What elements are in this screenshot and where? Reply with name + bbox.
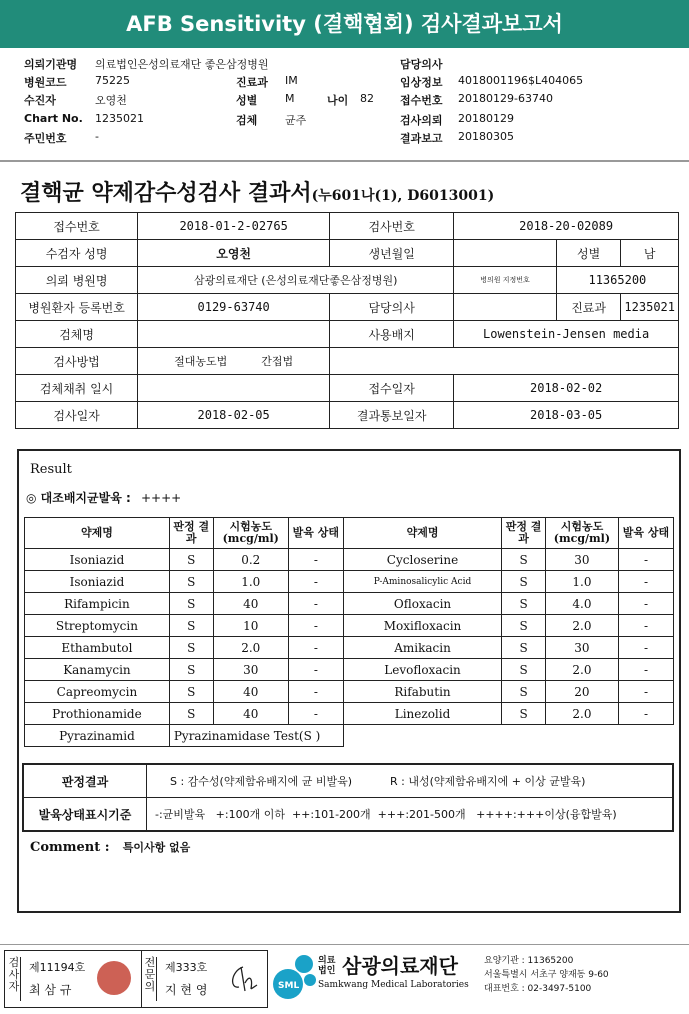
drug-growth: -	[618, 659, 673, 681]
signature-mark	[225, 961, 259, 995]
drug-result: S	[502, 637, 546, 659]
drug-name: Kanamycin	[25, 659, 170, 681]
header-value: 균주	[285, 114, 307, 127]
drug-growth: -	[288, 659, 343, 681]
growth-std-label: 발육상태표시기준	[23, 798, 147, 832]
table-row	[25, 549, 674, 571]
vertical-char: 검	[8, 956, 20, 969]
drug-col-header: 약제명	[343, 518, 501, 549]
drug-result: S	[169, 681, 213, 703]
medium-label: 사용배지	[330, 321, 454, 348]
drug-name: Isoniazid	[25, 549, 170, 571]
drug-col-header: 발육 상태	[618, 518, 673, 549]
header-label: 검체	[236, 114, 258, 127]
drug-name: Ofloxacin	[343, 593, 501, 615]
patient-label: 수검자 성명	[16, 240, 138, 267]
drug-concentration: 40	[213, 681, 288, 703]
drug-growth: -	[618, 593, 673, 615]
header-value: M	[285, 92, 295, 105]
org-prefix: 의료법인	[318, 956, 336, 976]
hosp-code-label: 병의원 지정번호	[454, 267, 556, 294]
drug-concentration: 2.0	[213, 637, 288, 659]
doctor	[454, 294, 556, 321]
vertical-char: 사	[8, 968, 20, 981]
drug-concentration: 1.0	[545, 571, 618, 593]
method	[138, 348, 330, 375]
header-label: 진료과	[236, 76, 268, 89]
drug-name: Capreomycin	[25, 681, 170, 703]
drug-growth: -	[618, 637, 673, 659]
table-row	[25, 571, 674, 593]
drug-name: Rifabutin	[343, 681, 501, 703]
empty-cell	[343, 725, 673, 747]
header-value: 의료법인은성의료재단 좋은삼정병원	[95, 58, 269, 71]
drug-result: S	[502, 549, 546, 571]
drug-growth: -	[288, 549, 343, 571]
drug-growth: -	[618, 549, 673, 571]
drug-result: S	[169, 615, 213, 637]
header-value: 20180305	[458, 130, 514, 143]
reg-label: 병원환자 등록번호	[16, 294, 138, 321]
control-growth	[26, 489, 181, 506]
notify-date: 2018-03-05	[454, 402, 679, 429]
header-value: 75225	[95, 74, 130, 87]
table-row	[25, 681, 674, 703]
report-header-bar	[0, 0, 689, 48]
org-contact	[484, 954, 609, 996]
vertical-char: 자	[8, 980, 20, 993]
table-row	[25, 659, 674, 681]
table-row	[25, 593, 674, 615]
header-label: 임상정보	[400, 76, 443, 89]
drug-col-header: 시험농도 (mcg/ml)	[545, 518, 618, 549]
method-label: 검사방법	[16, 348, 138, 375]
method-2: 간접법	[261, 355, 294, 368]
dept: 1235021	[621, 294, 679, 321]
drug-growth: -	[618, 681, 673, 703]
reviewer-name: 지 현 영	[165, 983, 208, 997]
drug-col-header: 판정 결과	[169, 518, 213, 549]
dept-label: 진료과	[556, 294, 621, 321]
header-value: -	[95, 130, 99, 143]
drug-growth: -	[618, 703, 673, 725]
drug-result: S	[502, 615, 546, 637]
header-label: 의뢰기관명	[24, 58, 78, 71]
vertical-char: 문	[144, 968, 156, 981]
table-row	[25, 615, 674, 637]
drug-name: Linezolid	[343, 703, 501, 725]
testdate-label: 검사일자	[16, 402, 138, 429]
judge-s: S : 감수성(약제함유배지에 균 비발육)	[170, 775, 353, 788]
divider	[0, 160, 689, 162]
test-no-label: 검사번호	[330, 213, 454, 240]
seal-icon	[97, 961, 131, 995]
drug-col-header: 시험농도 (mcg/ml)	[213, 518, 288, 549]
drug-concentration: 2.0	[545, 659, 618, 681]
header-label: 주민번호	[24, 132, 67, 145]
judge-label: 판정결과	[23, 764, 147, 798]
birth-label: 생년월일	[330, 240, 454, 267]
drug-result: S	[169, 637, 213, 659]
header-label: 접수번호	[400, 94, 443, 107]
sex: 남	[621, 240, 679, 267]
org-en: Samkwang Medical Laboratories	[318, 980, 469, 990]
age-value: 82	[360, 92, 374, 105]
judge-text	[147, 764, 674, 798]
org-code: 요양기관 : 11365200	[484, 956, 574, 966]
drug-name: Ethambutol	[25, 637, 170, 659]
table-row	[25, 637, 674, 659]
drug-result: S	[169, 593, 213, 615]
drug-concentration: 30	[545, 637, 618, 659]
control-growth-value: ++++	[140, 491, 182, 505]
signature-box	[4, 950, 268, 1008]
recv-date: 2018-02-02	[454, 375, 679, 402]
table-row	[25, 703, 674, 725]
table-row	[25, 725, 674, 747]
test-date: 2018-02-05	[138, 402, 330, 429]
drug-growth: -	[288, 615, 343, 637]
header-label: 수진자	[24, 94, 56, 107]
medium: Lowenstein-Jensen media	[454, 321, 679, 348]
drug-result: S	[169, 703, 213, 725]
method-blank	[330, 348, 679, 375]
drug-concentration: 0.2	[213, 549, 288, 571]
drug-col-header: 약제명	[25, 518, 170, 549]
vertical-char: 의	[144, 980, 156, 993]
report-title-text: 결핵균 약제감수성검사 결과서	[20, 180, 312, 206]
drug-name: Moxifloxacin	[343, 615, 501, 637]
patient-info-table	[15, 212, 679, 429]
header-value: IM	[285, 74, 298, 87]
method-1: 절대농도법	[174, 355, 228, 368]
document-title: AFB Sensitivity (결핵협회) 검사결과보고서	[126, 12, 563, 36]
sex-label: 성별	[556, 240, 621, 267]
hosp-code: 11365200	[556, 267, 678, 294]
specimen-label: 검체명	[16, 321, 138, 348]
drug-concentration: 2.0	[545, 703, 618, 725]
header-label: 성별	[236, 94, 258, 107]
comment-label: Comment :	[30, 840, 110, 855]
report-title	[20, 176, 494, 207]
hospital-label: 의뢰 병원명	[16, 267, 138, 294]
header-label: 담당의사	[400, 58, 443, 71]
test-no: 2018-20-02089	[454, 213, 679, 240]
drug-name: P-Aminosalicylic Acid	[343, 571, 501, 593]
drug-concentration: 2.0	[545, 615, 618, 637]
sml-logo-icon	[272, 950, 320, 1002]
legend-table	[22, 763, 674, 832]
header-value: 오영천	[95, 94, 127, 107]
logo-text: SML	[278, 981, 300, 991]
drug-concentration: 30	[213, 659, 288, 681]
drug-concentration: 10	[213, 615, 288, 637]
drug-name: Cycloserine	[343, 549, 501, 571]
drug-name: Pyrazinamid	[25, 725, 170, 747]
drug-result: S	[502, 659, 546, 681]
collect-label: 검체채취 일시	[16, 375, 138, 402]
receipt-no-label: 접수번호	[16, 213, 138, 240]
receipt-no: 2018-01-2-02765	[138, 213, 330, 240]
drug-result: S	[169, 571, 213, 593]
drug-growth: -	[288, 703, 343, 725]
header-value: 1235021	[95, 112, 144, 125]
drug-growth: -	[288, 571, 343, 593]
sign-divider	[141, 951, 142, 1007]
drug-table	[24, 517, 674, 747]
drug-growth: -	[288, 593, 343, 615]
drug-growth: -	[288, 637, 343, 659]
drug-growth: -	[618, 615, 673, 637]
reviewer-license: 제333호	[165, 961, 208, 974]
comment	[30, 836, 190, 855]
drug-concentration: 4.0	[545, 593, 618, 615]
examiner-name: 최 삼 규	[29, 983, 72, 997]
drug-result: S	[169, 659, 213, 681]
header-label: 검사의뢰	[400, 114, 443, 127]
org-tel: 대표번호 : 02-3497-5100	[484, 984, 592, 994]
control-growth-label: ◎ 대조배지균발육 :	[26, 491, 131, 505]
header-label: 병원코드	[24, 76, 67, 89]
header-value: 20180129-63740	[458, 92, 553, 105]
drug-growth: -	[288, 681, 343, 703]
birth	[454, 240, 556, 267]
header-value: 4018001196$L404065	[458, 74, 584, 87]
recv-label: 접수일자	[330, 375, 454, 402]
collect	[138, 375, 330, 402]
drug-result: S	[169, 549, 213, 571]
drug-name: Prothionamide	[25, 703, 170, 725]
org-addr: 서울특별시 서초구 양재동 9-60	[484, 970, 609, 980]
examiner-license: 제11194호	[29, 961, 86, 974]
drug-growth: -	[618, 571, 673, 593]
header-label: Chart No.	[24, 112, 83, 125]
drug-concentration: 30	[545, 549, 618, 571]
hospital: 삼광의료재단 (은성의료재단좋은삼정병원)	[138, 267, 454, 294]
drug-concentration: 1.0	[213, 571, 288, 593]
notify-label: 결과통보일자	[330, 402, 454, 429]
drug-result: S	[502, 593, 546, 615]
drug-col-header: 판정 결과	[502, 518, 546, 549]
specimen	[138, 321, 330, 348]
vertical-char: 전	[144, 956, 156, 969]
age-label: 나이	[327, 94, 349, 107]
reviewer-vlabel	[144, 957, 157, 1001]
comment-text: 특이사항 없음	[122, 841, 191, 854]
header-label: 결과보고	[400, 132, 443, 145]
drug-concentration: 40	[213, 703, 288, 725]
org-name: 삼광의료재단	[342, 954, 458, 978]
growth-std-text: -:균비발육 +:100개 이하 ++:101-200개 +++:201-500개 ++++:+++이상(융합발육)	[155, 808, 617, 821]
judge-r: R : 내성(약제함유배지에 + 이상 균발육)	[390, 775, 586, 788]
drug-concentration: 20	[545, 681, 618, 703]
report-code: (누601나(1), D6013001)	[311, 188, 495, 204]
drug-name: Streptomycin	[25, 615, 170, 637]
result-label: Result	[30, 462, 72, 477]
drug-col-header: 발육 상태	[288, 518, 343, 549]
reg: 0129-63740	[138, 294, 330, 321]
examiner-vlabel	[8, 957, 21, 1001]
drug-name: Amikacin	[343, 637, 501, 659]
header-value: 20180129	[458, 112, 514, 125]
pza-result: Pyrazinamidase Test(S )	[169, 725, 343, 747]
drug-concentration: 40	[213, 593, 288, 615]
patient-name: 오영천	[138, 240, 330, 267]
drug-name: Rifampicin	[25, 593, 170, 615]
footer-divider	[0, 944, 689, 945]
drug-name: Levofloxacin	[343, 659, 501, 681]
drug-result: S	[502, 571, 546, 593]
drug-name: Isoniazid	[25, 571, 170, 593]
drug-result: S	[502, 703, 546, 725]
drug-result: S	[502, 681, 546, 703]
doctor-label: 담당의사	[330, 294, 454, 321]
